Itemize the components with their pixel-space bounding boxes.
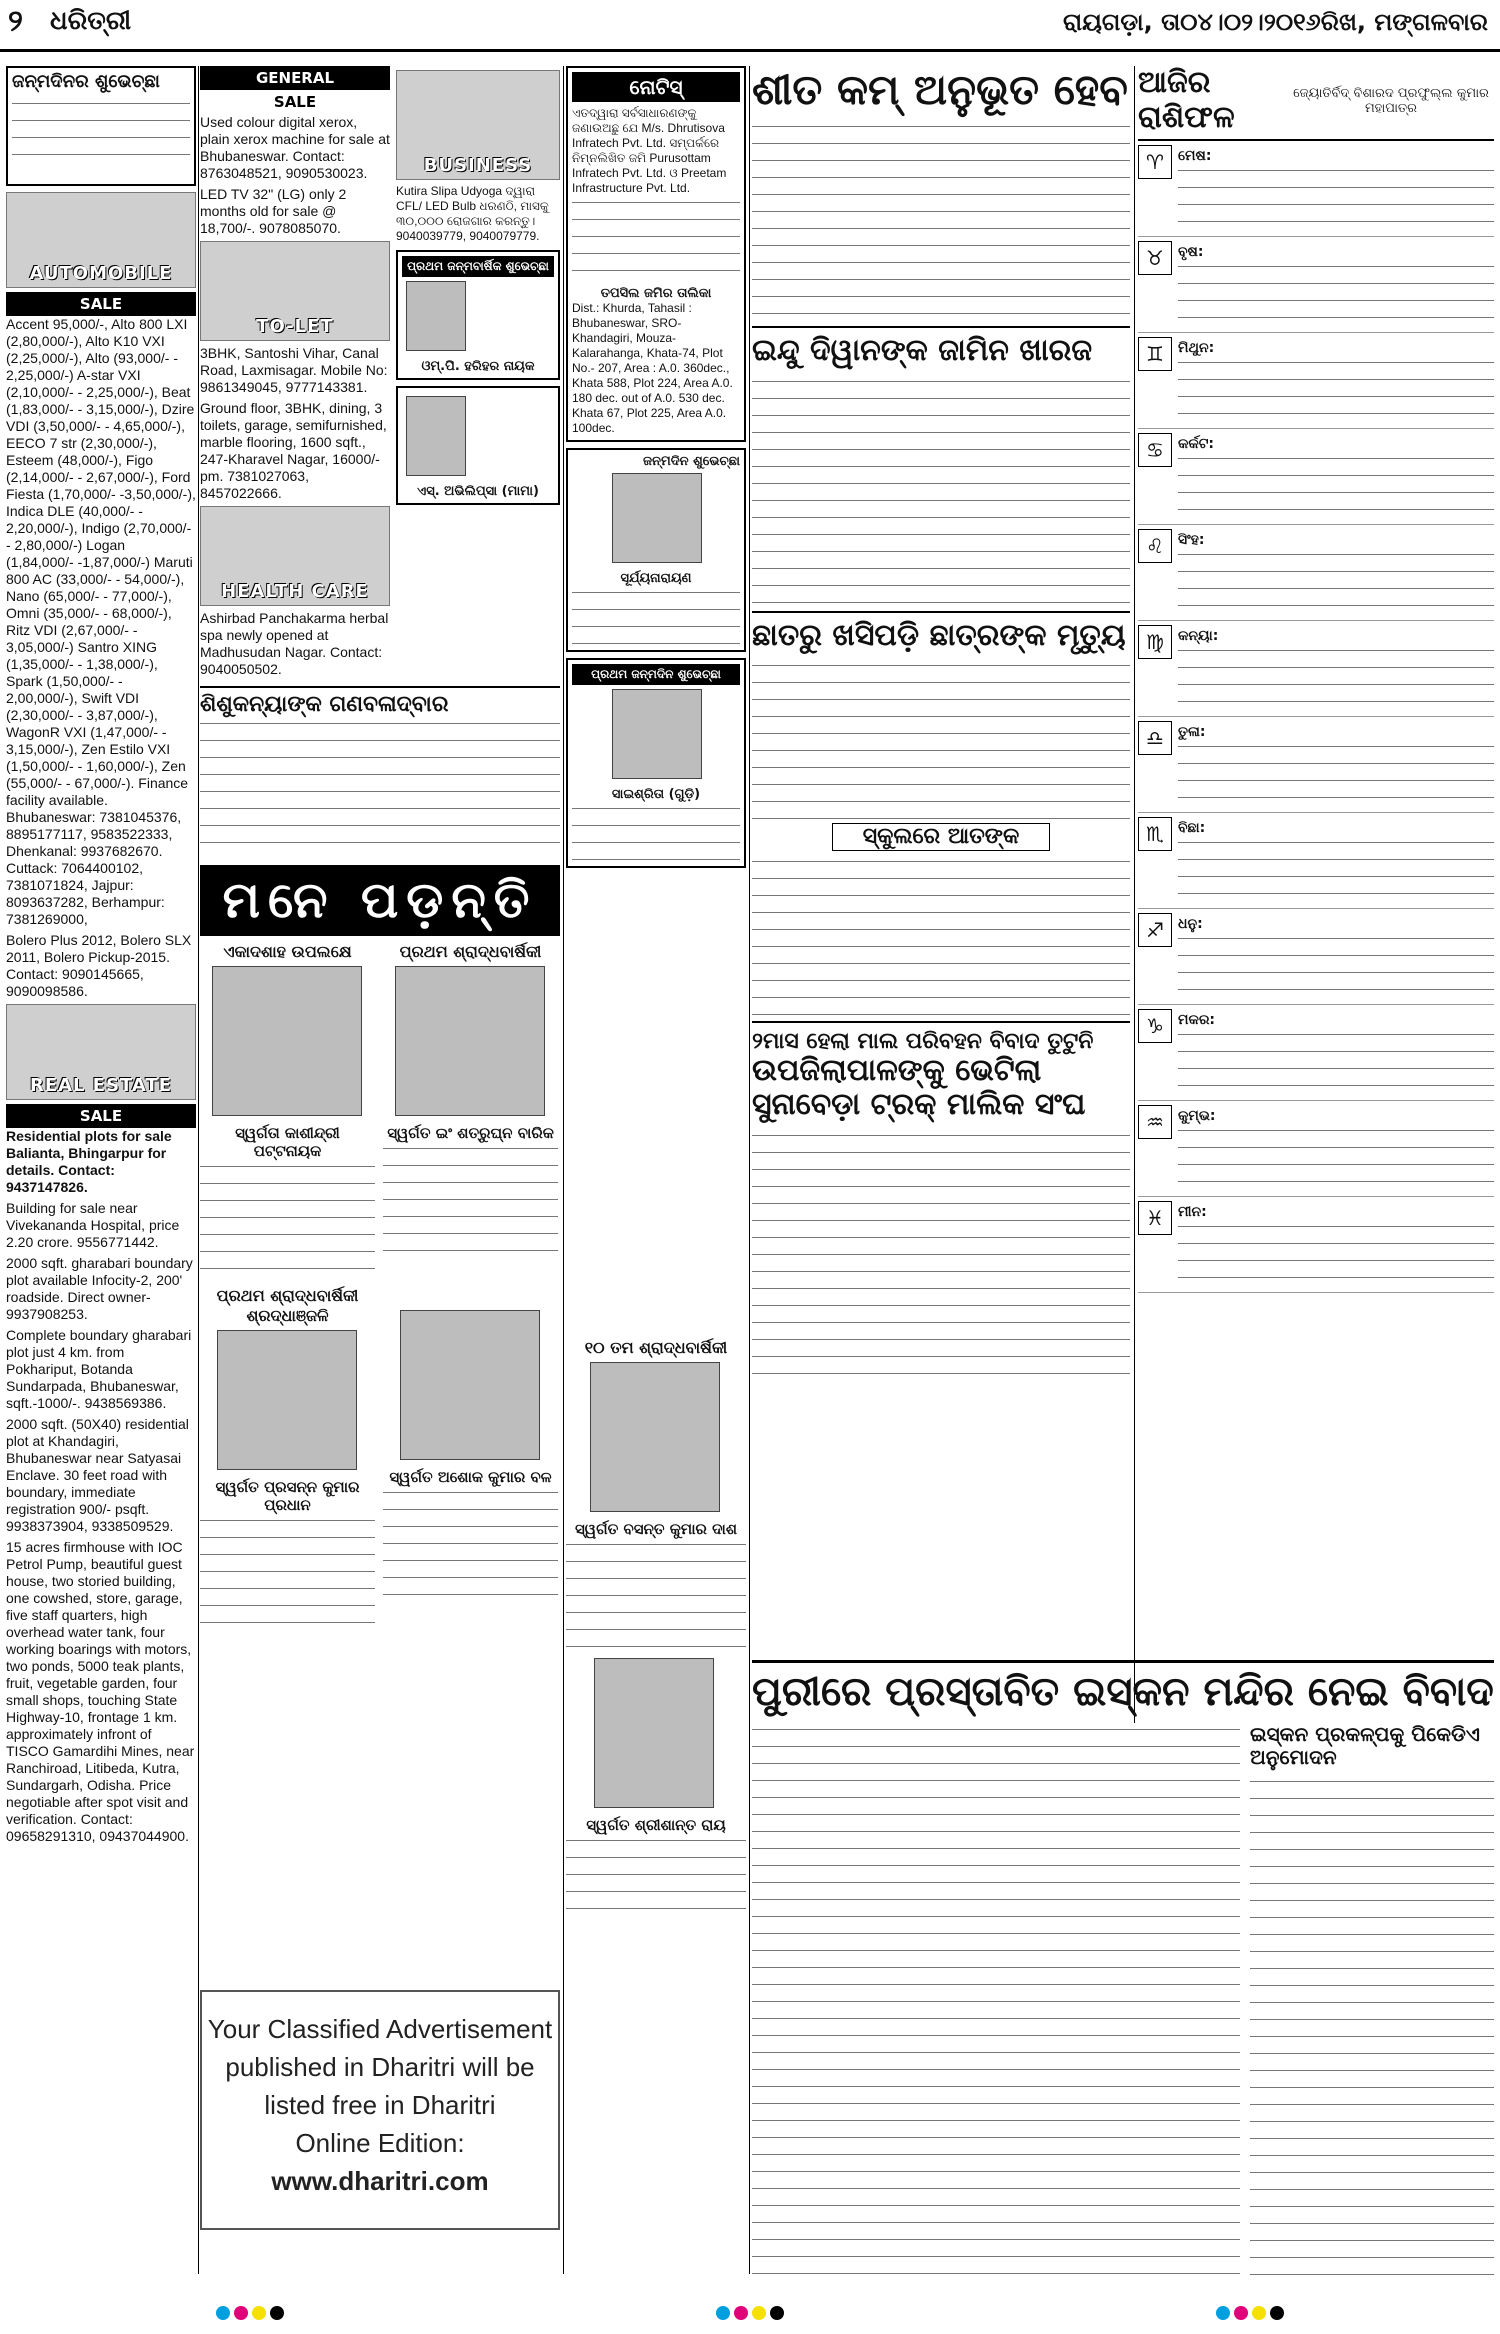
zodiac-sign-name: ବୃଷ:	[1178, 244, 1204, 260]
horoscope-byline: ଜ୍ୟୋତିର୍ବିଦ୍ ବିଶାରଦ ପ୍ରଫୁଲ୍ଲ କୁମାର ମହାପାତ୍ର	[1293, 85, 1489, 116]
subhead-school-panic: ସ୍କୁଲରେ ଆତଙ୍କ	[832, 823, 1050, 850]
horoscope-item	[1138, 1005, 1494, 1101]
horoscope-item	[1138, 813, 1494, 909]
story-cold-text	[752, 120, 1130, 320]
horoscope-text	[1178, 356, 1494, 424]
real-estate-label: REAL ESTATE	[29, 1075, 173, 1096]
business-section	[396, 66, 560, 678]
column-rule	[749, 66, 750, 2274]
zodiac-sign-name: ମୀନ:	[1178, 1204, 1207, 1220]
child-photo	[406, 281, 466, 351]
to-let-label: TO-LET	[256, 316, 334, 337]
birthday-box	[6, 66, 196, 186]
obituary-name: ସ୍ୱର୍ଗତ ଶ୍ରୀଶାନ୍ତ ରାୟ	[586, 1816, 726, 1834]
obituary-head: ଏକାଦଶାହ ଉପଲକ୍ଷେ	[223, 942, 352, 962]
paper-name: ଧରିତ୍ରୀ	[50, 6, 132, 36]
real-estate-ad-2: Building for sale near Vivekananda Hospital, price 2.20 crore. 9556771442.	[6, 1200, 180, 1250]
temple-sub-story	[1250, 1723, 1494, 2275]
automobile-ad-text: Accent 95,000/-, Alto 800 LXI (2,80,000/-), Alto K10 VXI (2,25,000/-), Alto (93,000/- - 2,25,000/-) A-star VXI (2,10,000/- - 2,25,000/-), Beat (1,83,000/- - 3,15,000/-), Dzire VDI (3,50,000/- - 4,65,000/-), EECO 7 str (2,30,000/-), Esteem (48,000/-), Figo (2,14,000/- - 2,67,000/-), Ford Fiesta (1,70,000/- -3,50,000/-), Indica DLE (40,000/- - 2,20,000/-), Indigo (2,70,000/- - 2,80,000/-) Logan (1,84,000/- -1,87,000/-) Maruti 800 AC (33,000/- - 54,000/-), Nano (65,000/- - 77,000/-), Omni (35,000/- - 68,000/-), Ritz VDI (2,67,000/- - 3,05,000/-) Santro XING (1,35,000/- - 1,38,000/-), Spark (1,50,000/- - 2,00,000/-), Swift VDI (2,30,000/- - 3,87,000/-), WagonR VXI (1,47,000/- - 3,15,000/-), Zen Estilo VXI (1,50,000/- - 1,60,000/-), Zen (55,000/- - 67,000/-). Finance facility available. Bhubaneswar: 7381045376, 8895177117, 9583522333, Dhenkanal: 9937682670. Cuttack: 7064400102, 7381071824, Jajpur: 8093637282, Berhampur: 7381269000,	[6, 316, 196, 927]
obituary-row-1	[200, 942, 560, 1280]
child-name: ସାଇଶ୍ରିତା (ଗୁଡ଼ି)	[611, 787, 701, 802]
story-truck-text	[752, 1129, 1130, 1389]
obituary-head: ପ୍ରଥମ ଶ୍ରାଦ୍ଧବାର୍ଷିକୀ ଶ୍ରଦ୍ଧାଞ୍ଜଳି	[216, 1286, 359, 1326]
zodiac-sign-icon: ♎	[1138, 721, 1172, 755]
kicker-truck: ୨ମାସ ହେଲା ମାଲ ପରିବହନ ବିବାଦ ତୁଟୁନି	[752, 1021, 1130, 1054]
birthday-box-3	[566, 448, 746, 652]
general-ad-2: LED TV 32" (LG) only 2 months old for sale @ 18,700/-. 9078085070.	[200, 186, 347, 236]
birthday-head: ଜନ୍ମଦିନ ଶୁଭେଚ୍ଛା	[643, 454, 740, 469]
horoscope-column	[1138, 66, 1494, 1594]
portrait-photo	[395, 966, 545, 1116]
obituary-name: ସ୍ୱର୍ଗତ ବସନ୍ତ କୁମାର ଦାଶ	[574, 1520, 738, 1538]
dateline: ରାୟଗଡ଼ା, ତା୦୪।୦୨।୨୦୧୬ରିଖ, ମଙ୍ଗଳବାର	[1063, 8, 1488, 36]
horoscope-entry	[1178, 241, 1494, 328]
obituary-text	[200, 1514, 375, 1634]
yellow-dot	[1252, 2306, 1266, 2320]
horoscope-entry	[1178, 1201, 1494, 1288]
obituary-text	[200, 1160, 375, 1280]
news-column	[752, 66, 1130, 1634]
obituary-banner: ମନେ ପଡ଼ନ୍ତି	[200, 865, 560, 936]
yellow-dot	[252, 2306, 266, 2320]
horoscope-title: ଆଜିର ରାଶିଫଳ	[1138, 66, 1235, 135]
portrait-photo	[212, 966, 362, 1116]
headline-bail: ଇନ୍ଦୁ ଦିୱାନଙ୍କ ଜାମିନ ଖାରଜ	[752, 326, 1130, 369]
birthday-title: ଜନ୍ମଦିନର ଶୁଭେଚ୍ଛା	[12, 71, 160, 92]
notice-column	[566, 66, 746, 2274]
horoscope-item	[1138, 333, 1494, 429]
portrait-photo	[400, 1310, 540, 1460]
magenta-dot	[734, 2306, 748, 2320]
obituary-3	[200, 1286, 375, 1634]
temple-story	[752, 1660, 1494, 2275]
zodiac-sign-icon: ♊	[1138, 337, 1172, 371]
horoscope-text	[1178, 932, 1494, 1000]
child-name: ଓମ୍.ପି. ହରିହର ନାୟକ	[421, 359, 535, 374]
registration-mark	[714, 2305, 786, 2324]
obituary-name: ସ୍ୱର୍ଗତ ପ୍ରସନ୍ନ କୁମାର ପ୍ରଧାନ	[215, 1478, 360, 1515]
horoscope-text	[1178, 740, 1494, 808]
horoscope-item	[1138, 525, 1494, 621]
black-dot	[1270, 2306, 1284, 2320]
story-bail-text	[752, 375, 1130, 605]
masthead	[0, 0, 1500, 52]
horoscope-item	[1138, 237, 1494, 333]
obituary-text	[383, 1142, 558, 1262]
free-ad-line-3: listed free in Dharitri	[264, 2090, 496, 2120]
temple-story-text	[752, 1723, 1240, 2275]
birthday-box-2	[396, 386, 560, 505]
headline-student-death: ଛାତରୁ ଖସିପଡ଼ି ଛାତ୍ରଙ୍କ ମୃତ୍ୟୁ	[752, 611, 1130, 654]
obituary-head: ୧୦ ତମ ଶ୍ରାଦ୍ଧବାର୍ଷିକୀ	[584, 1338, 728, 1357]
zodiac-sign-icon: ♑	[1138, 1009, 1172, 1043]
zodiac-sign-name: ସିଂହ:	[1178, 532, 1205, 548]
obituary-row-2	[200, 1286, 560, 1634]
horoscope-text	[1178, 1220, 1494, 1288]
free-ad-line-1: Your Classified Advertisement	[207, 2014, 553, 2044]
horoscope-item	[1138, 141, 1494, 237]
website-link[interactable]: www.dharitri.com	[271, 2166, 489, 2196]
obituary-name: ସ୍ୱର୍ଗତ ଅଶୋକ କୁମାର ବଳ	[389, 1468, 552, 1487]
horoscope-text	[1178, 644, 1494, 712]
business-ad: Kutira Slipa Udyoga ଦ୍ୱାରା CFL/ LED Bulb ଧରଣଠି, ମାସକୁ ୩୦,୦୦୦ ରୋଜଗାର କରନ୍ତୁ। 9040039779, 9040079779.	[396, 184, 549, 243]
portrait-photo	[217, 1330, 357, 1470]
story-death-text-2	[752, 855, 1130, 1015]
horoscope-item	[1138, 1101, 1494, 1197]
zodiac-sign-icon: ♉	[1138, 241, 1172, 275]
cyan-dot	[716, 2306, 730, 2320]
free-ad-line-2: published in Dharitri will be	[225, 2052, 535, 2082]
horoscope-text	[1178, 1124, 1494, 1192]
child-name: ସୂର୍ଯ୍ୟନାରାୟଣ	[620, 571, 692, 586]
child-photo	[612, 689, 702, 779]
free-ad-line-4: Online Edition:	[295, 2128, 465, 2158]
cyan-dot	[216, 2306, 230, 2320]
zodiac-sign-icon: ♈	[1138, 145, 1172, 179]
obituary-1	[200, 942, 375, 1280]
horoscope-entry	[1178, 433, 1494, 520]
horoscope-entry	[1178, 913, 1494, 1000]
obituary-2	[383, 942, 558, 1280]
portrait-photo	[590, 1362, 720, 1512]
child-photo	[406, 396, 466, 476]
horoscope-list	[1138, 141, 1494, 1293]
horoscope-entry	[1178, 145, 1494, 232]
zodiac-sign-name: ଧନୁ:	[1178, 916, 1203, 932]
horoscope-text	[1178, 548, 1494, 616]
notice-body-lines	[572, 196, 740, 286]
zodiac-sign-icon: ♏	[1138, 817, 1172, 851]
headline-iskcon: ପୁରୀରେ ପ୍ରସ୍ତାବିତ ଇସ୍କନ ମନ୍ଦିର ନେଇ ବିବାଦ	[752, 1660, 1494, 1715]
birthday-box-4	[566, 658, 746, 868]
zodiac-sign-name: କୁମ୍ଭ:	[1178, 1108, 1216, 1124]
obituary-text	[566, 1834, 746, 1914]
column-rule	[563, 66, 564, 2274]
birthday-form-lines	[12, 97, 190, 167]
zodiac-sign-name: ବିଛା:	[1178, 820, 1206, 836]
temple-story-body	[752, 1723, 1494, 2275]
column-rule	[198, 66, 199, 2274]
zodiac-sign-icon: ♓	[1138, 1201, 1172, 1235]
real-estate-ad-5: 2000 sqft. (50X40) residential plot at Khandagiri, Bhubaneswar near Satyasai Enclave. 30 feet road with boundary, immediate registration 900/- psqft. 9938373904, 9338509529.	[6, 1416, 189, 1534]
general-head: GENERAL	[200, 66, 390, 90]
horoscope-text	[1178, 164, 1494, 232]
obituary-6	[566, 1654, 746, 1914]
horoscope-entry	[1178, 1009, 1494, 1096]
horoscope-entry	[1178, 337, 1494, 424]
health-care-label: HEALTH CARE	[221, 581, 369, 602]
child-calendar-head: ଶିଶୁକନ୍ୟାଙ୍କ ଗଣବଳାଦ୍ବାର	[200, 686, 560, 717]
portrait-photo	[594, 1658, 714, 1808]
free-online-ad	[200, 1990, 560, 2230]
horoscope-item	[1138, 909, 1494, 1005]
horoscope-entry	[1178, 529, 1494, 616]
obituary-text	[383, 1486, 558, 1606]
general-sale-head: SALE	[200, 90, 390, 114]
zodiac-sign-name: କର୍କଟ:	[1178, 436, 1214, 452]
yellow-dot	[752, 2306, 766, 2320]
child-name: ଏସ୍. ଅଭିଲିପ୍ସା (ମାମା)	[417, 484, 539, 499]
headline-cold: ଶୀତ କମ୍ ଅନୁଭୂତ ହେବ	[752, 66, 1128, 114]
page-number: ୨	[8, 4, 23, 39]
horoscope-entry	[1178, 625, 1494, 712]
horoscope-header	[1138, 66, 1494, 141]
zodiac-sign-name: ମିଥୁନ:	[1178, 340, 1215, 356]
automobile-label: AUTOMOBILE	[29, 263, 173, 284]
story-death-text	[752, 659, 1130, 819]
horoscope-text	[1178, 452, 1494, 520]
business-category-image	[396, 70, 560, 180]
zodiac-sign-icon: ♋	[1138, 433, 1172, 467]
registration-mark	[1214, 2305, 1286, 2324]
headline-truck: ଉପଜିଲାପାଳଙ୍କୁ ଭେଟିଲା ସୁନାବେଡ଼ା ଟ୍ରକ୍ ମାଲିକ ସଂଘ	[752, 1052, 1086, 1123]
magenta-dot	[1234, 2306, 1248, 2320]
real-estate-ad-6: 15 acres firmhouse with IOC Petrol Pump, beautiful guest house, two storied building, one cowshed, store, garage, five staff quarters, high overhead water tank, four working boarings with motors, two ponds, 5000 teak plants, fruit, vegetable garden, four small shops, touching State Highway-10, frontage 1 km. approximately infront of TISCO Gamardihi Mines, near Ranchiroad, Litibeda, Kutra, Sundargarh, Odisha. Price negotiable after spot visit and verification. Contact: 09658291310, 09437044900.	[6, 1539, 195, 1844]
horoscope-item	[1138, 429, 1494, 525]
notice-text: ଏତଦ୍ୱାରା ସର୍ବସାଧାରଣଙ୍କୁ ଜଣାଉଅଛୁ ଯେ M/s. Dhrutisova Infratech Pvt. Ltd. ସମ୍ପର୍କରେ ନିମ୍ନଲିଖିତ ଜମି Purusottam Infratech Pvt. Ltd. ଓ Preetam Infrastructure Pvt. Ltd.	[572, 106, 727, 195]
registration-mark	[214, 2305, 286, 2324]
child-photo	[612, 473, 702, 563]
bolero-ad-text: Bolero Plus 2012, Bolero SLX 2011, Bolero Pickup-2015. Contact: 9090145665, 9090098586.	[6, 932, 192, 999]
first-birthday-box	[396, 250, 560, 380]
general-business-row	[200, 66, 560, 678]
black-dot	[270, 2306, 284, 2320]
zodiac-sign-icon: ♌	[1138, 529, 1172, 563]
obituary-text	[566, 1538, 746, 1648]
horoscope-text	[1178, 836, 1494, 904]
classifieds-column-1	[6, 66, 196, 2274]
notice-schedule: ତପସିଲ ଜମିର ତାଲିକା	[600, 286, 712, 301]
to-let-ad-1: 3BHK, Santoshi Vihar, Canal Road, Laxmisagar. Mobile No: 9861349045, 9777143381.	[200, 345, 388, 395]
notice-head: ନୋଟିସ୍	[572, 72, 740, 102]
health-care-ad: Ashirbad Panchakarma herbal spa newly opened at Madhusudan Nagar. Contact: 9040050502.	[200, 610, 389, 677]
zodiac-sign-name: ମେଷ:	[1178, 148, 1212, 164]
business-label: BUSINESS	[423, 155, 533, 176]
first-birthday-head: ପ୍ରଥମ ଜନ୍ମବାର୍ଷିକ ଶୁଭେଚ୍ଛା	[402, 256, 554, 277]
horoscope-item	[1138, 621, 1494, 717]
obituary-5	[566, 1338, 746, 1648]
zodiac-sign-icon: ♍	[1138, 625, 1172, 659]
birthday-text	[572, 586, 740, 646]
notice-box	[566, 66, 746, 442]
to-let-category-image	[200, 241, 390, 341]
real-estate-ad-4: Complete boundary gharabari plot just 4 km. from Pokhariput, Botanda Sundarpada, Bhubaneswar, sqft.-1000/-. 9438569386.	[6, 1327, 192, 1411]
general-section	[200, 66, 390, 678]
horoscope-item	[1138, 1197, 1494, 1293]
zodiac-sign-name: କନ୍ୟା:	[1178, 628, 1219, 644]
horoscope-text	[1178, 1028, 1494, 1096]
child-calendar-text	[200, 717, 560, 857]
magenta-dot	[234, 2306, 248, 2320]
health-care-category-image	[200, 506, 390, 606]
zodiac-sign-name: ମକର:	[1178, 1012, 1216, 1028]
obituary-name: ସ୍ୱର୍ଗତ ଇଂ ଶତ୍ରୁଘ୍ନ ବାରିକ	[387, 1124, 554, 1143]
headline-pkda: ଇସ୍କନ ପ୍ରକଳ୍ପକୁ ପିକେଡିଏ ଅନୁମୋଦନ	[1250, 1722, 1480, 1769]
black-dot	[770, 2306, 784, 2320]
real-estate-ad-3: 2000 sqft. gharabari boundary plot available Infocity-2, 200' roadside. Direct owner- 9937908253.	[6, 1255, 193, 1322]
real-estate-category-image	[6, 1004, 196, 1100]
automobile-sale-head: SALE	[6, 292, 196, 316]
automobile-category-image	[6, 192, 196, 288]
general-ad-1: Used colour digital xerox, plain xerox machine for sale at Bhubaneswar. Contact: 8763048521, 9090530023.	[200, 114, 390, 181]
notice-detail: Dist.: Khurda, Tahasil : Bhubaneswar, SRO- Khandagiri, Mouza- Kalarahanga, Khata-74, Plot No.- 207, Area : A.0. 360dec., Khata 588, Plot 224, Area A.0. 180 dec. out of A.0. 530 dec. Khata 67, Plot 225, Area A.0. 100dec.	[572, 301, 733, 435]
zodiac-sign-icon: ♒	[1138, 1105, 1172, 1139]
horoscope-entry	[1178, 1105, 1494, 1192]
print-registration-marks	[0, 2294, 1500, 2334]
cyan-dot	[1216, 2306, 1230, 2320]
classifieds-column-2	[200, 66, 560, 2274]
obituary-head: ପ୍ରଥମ ଶ୍ରାଦ୍ଧବାର୍ଷିକୀ	[399, 942, 542, 962]
horoscope-item	[1138, 717, 1494, 813]
obituary-name: ସ୍ୱର୍ଗତା କାଶୀନ୍ଦ୍ରୀ ପଟ୍ଟନାୟକ	[235, 1124, 340, 1161]
horoscope-entry	[1178, 817, 1494, 904]
birthday-text	[572, 802, 740, 862]
horoscope-entry	[1178, 721, 1494, 808]
birthday-head: ପ୍ରଥମ ଜନ୍ମଦିନ ଶୁଭେଚ୍ଛା	[572, 664, 740, 685]
zodiac-sign-icon: ♐	[1138, 913, 1172, 947]
real-estate-ad-1: Residential plots for sale Balianta, Bhingarpur for details. Contact: 9437147826.	[6, 1128, 172, 1195]
zodiac-sign-name: ତୁଳା:	[1178, 724, 1206, 740]
horoscope-text	[1178, 260, 1494, 328]
pkda-story-text	[1250, 1775, 1494, 2275]
real-estate-sale-head: SALE	[6, 1104, 196, 1128]
obituary-4	[383, 1286, 558, 1634]
to-let-ad-2: Ground floor, 3BHK, dining, 3 toilets, garage, semifurnished, marble flooring, 1600 sqft., 247-Kharavel Nagar, 16000/- pm. 7381027063, 8457022666.	[200, 400, 387, 501]
